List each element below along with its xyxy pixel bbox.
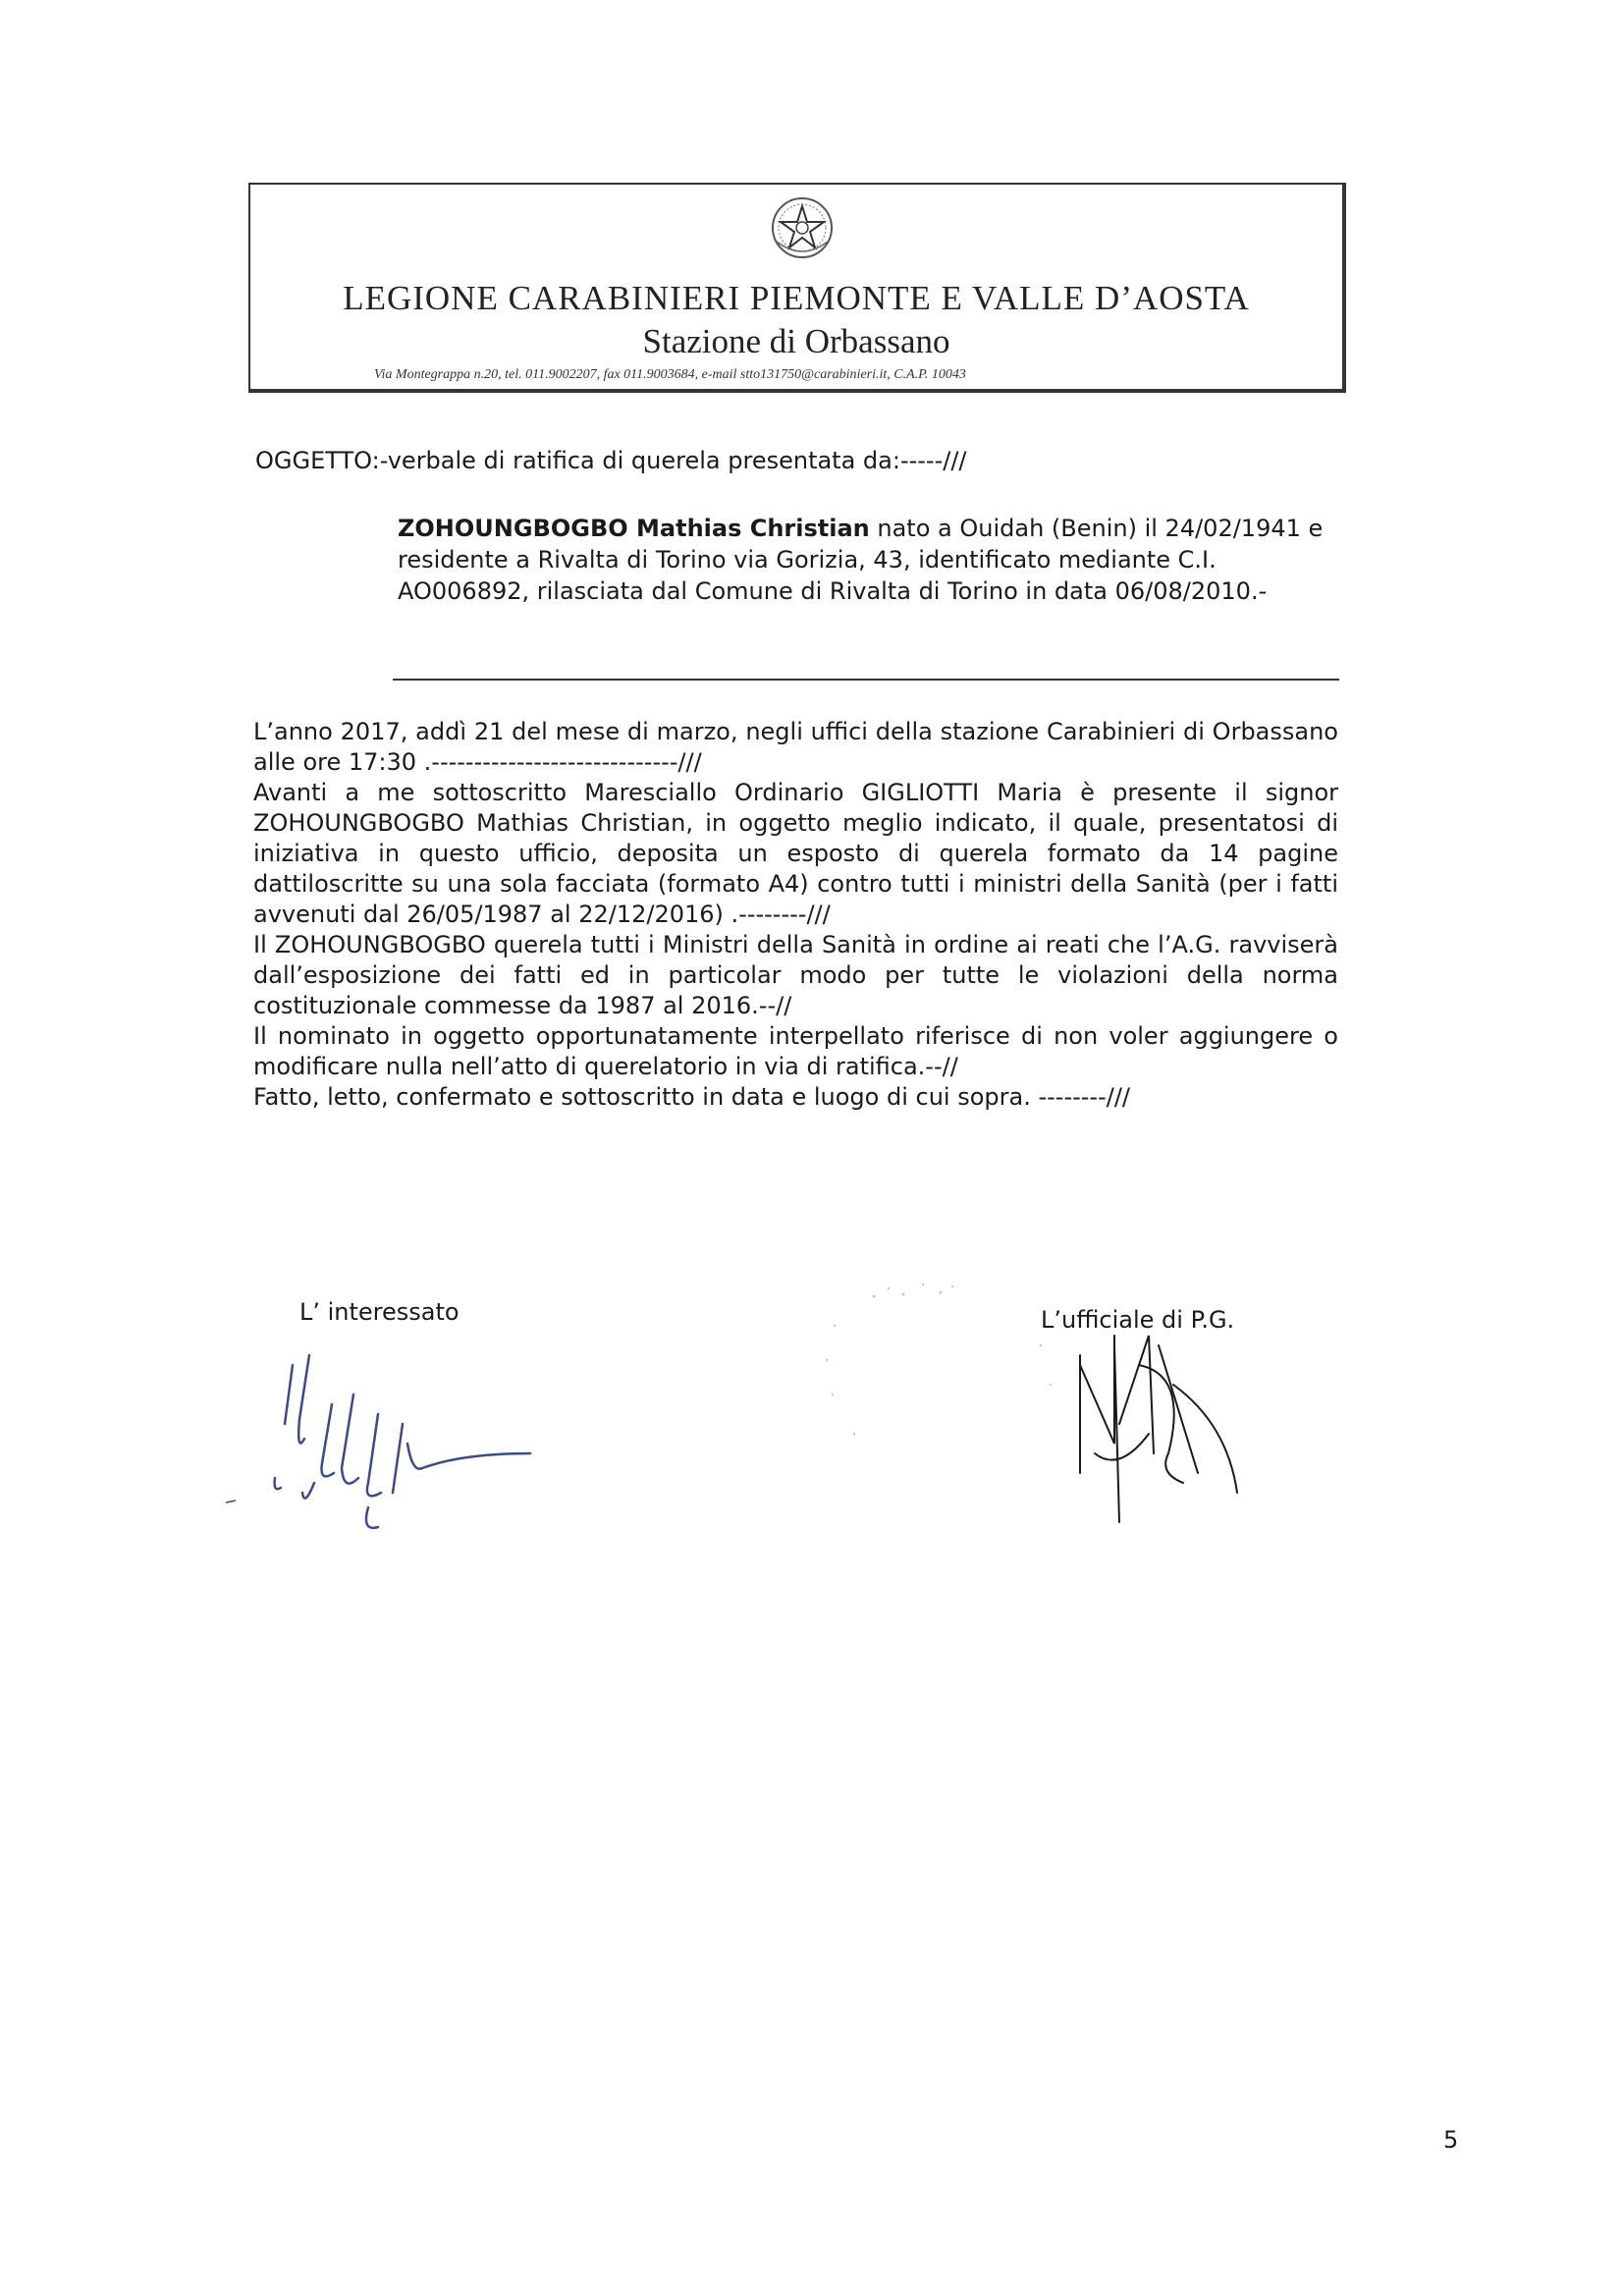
- separator-line: [393, 679, 1339, 681]
- body-paragraph: Avanti a me sottoscritto Maresciallo Ordinario GIGLIOTTI Maria è presente il signor ZOHOUNGBOGBO Mathias Christian, in oggetto meglio indicato, il quale, presentatosi di iniziativa in questo ufficio, deposita un esposto di querela formato da 14 pagine dattiloscritte su una sola facciata (formato A4) contro tutti i ministri della Sanità (per i fatti avvenuti dal 26/05/1987 al 22/12/2016) .--------///: [253, 779, 1338, 928]
- letterhead: [248, 183, 1346, 393]
- body-paragraph: Il ZOHOUNGBOGBO querela tutti i Ministri della Sanità in ordine ai reati che l’A.G. ravviserà dall’esposizione dei fatti ed in particolar modo per tutte le violazioni della norma costituzionale commesse da 1987 al 2016.--//: [253, 931, 1338, 1019]
- signature-label-interested: L’ interessato: [299, 1298, 460, 1326]
- body-paragraph: L’anno 2017, addì 21 del mese di marzo, negli uffici della stazione Carabinieri di Orbassano alle ore 17:30 .-----------------------------///: [253, 718, 1338, 776]
- complainant-details: nato a Ouidah (Benin) il 24/02/1941 e residente a Rivalta di Torino via Gorizia, 43, identificato mediante C.I. AO006892, rilasciata dal Comune di Rivalta di Torino in data 06/08/2010.-: [398, 515, 1324, 605]
- report-body: [253, 717, 1338, 1113]
- signature-officer-icon: [1060, 1306, 1257, 1542]
- signature-interested-icon: [206, 1345, 569, 1552]
- organization-title: LEGIONE CARABINIERI PIEMONTE E VALLE D’AOSTA: [343, 279, 1250, 317]
- body-paragraph: Il nominato in oggetto opportunatamente interpellato riferisce di non voler aggiungere o modificare nulla nell’atto di querelatorio in via di ratifica.--//: [253, 1022, 1338, 1080]
- page-number: 5: [1443, 2126, 1459, 2154]
- contact-line: Via Montegrappa n.20, tel. 011.9002207, fax 011.9003684, e-mail stto131750@carabinieri.it, C.A.P. 10043: [374, 367, 966, 382]
- signature-label-officer: L’ufficiale di P.G.: [1041, 1306, 1235, 1334]
- subject-line: OGGETTO:-verbale di ratifica di querela presentata da:-----///: [255, 447, 967, 474]
- italian-republic-emblem-icon: [767, 192, 838, 263]
- body-paragraph: Fatto, letto, confermato e sottoscritto in data e luogo di cui sopra. --------///: [253, 1083, 1131, 1111]
- faded-stamp-icon: [815, 1267, 1070, 1463]
- identity-block: [398, 513, 1340, 607]
- complainant-name: ZOHOUNGBOGBO Mathias Christian: [398, 515, 870, 542]
- station-name: Stazione di Orbassano: [642, 322, 950, 360]
